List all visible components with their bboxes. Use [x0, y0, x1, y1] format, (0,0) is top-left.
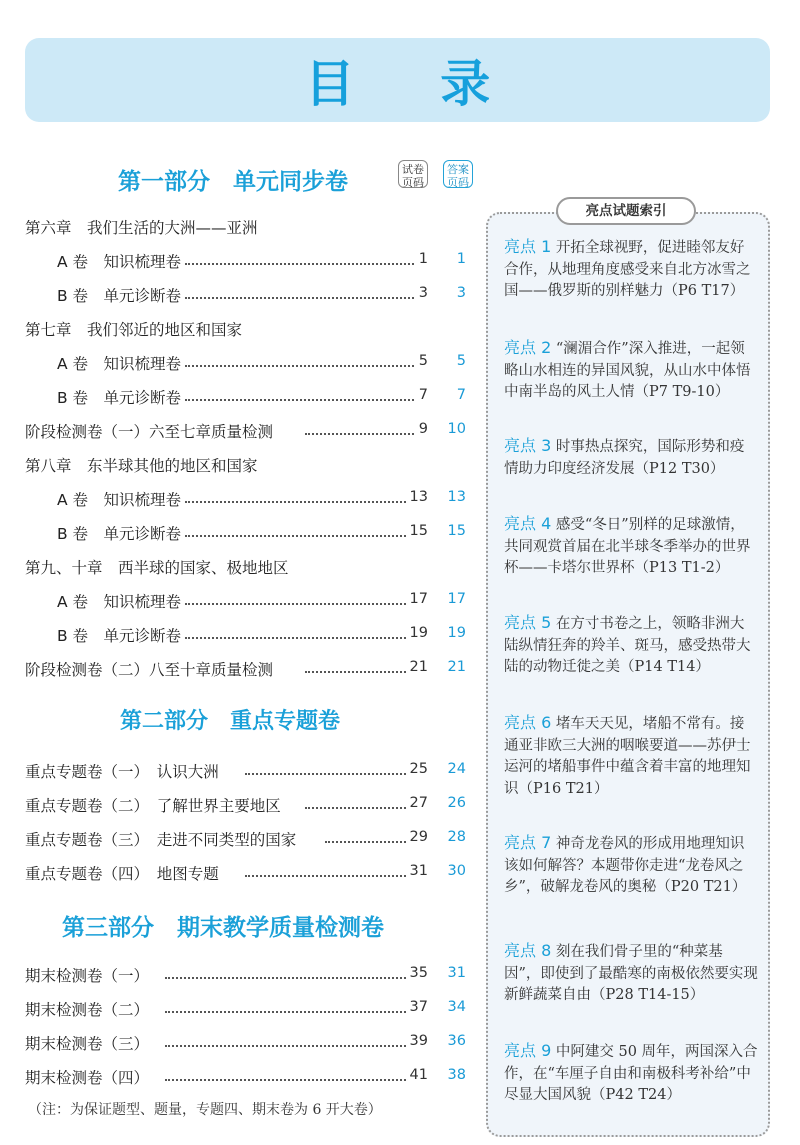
title-banner [25, 38, 770, 122]
highlight-text: 中阿建交 50 周年，两国深入合作，在“车厘子自由和南极科考补给”中尽显大国风貌（P42 T24） [504, 1044, 758, 1103]
toc-row-label: 期末检测卷（二） [25, 998, 153, 1020]
highlight-item [504, 612, 758, 679]
highlight-item [504, 236, 758, 303]
part-three-heading: 第三部分 期末教学质量检测卷 [62, 915, 384, 941]
highlight-text: 神奇龙卷风的形成用地理知识该如何解答？本题带你走进“龙卷风之乡”，破解龙卷风的奥秘（P20 T21） [504, 836, 747, 895]
test-page-number: 39 [407, 1033, 428, 1049]
part-one-heading: 第一部分 单元同步卷 [118, 169, 348, 195]
highlight-text: “澜湄合作”深入推进，一起领略山水相连的异国风貌，从山水中体悟中南半岛的风土人情（P7 T9-10） [504, 341, 751, 400]
answer-page-number: 36 [447, 1033, 466, 1049]
test-page-number: 31 [407, 863, 428, 879]
toc-row[interactable] [25, 826, 470, 850]
highlight-index-heading: 亮点试题索引 [556, 197, 696, 225]
highlight-text: 时事热点探究，国际形势和疫情助力印度经济发展（P12 T30） [504, 439, 745, 477]
toc-row-label: 重点专题卷（一） 认识大洲 [25, 760, 223, 782]
highlight-tag: 亮点 9 [504, 1041, 552, 1060]
test-page-tag-line1: 试卷 [402, 163, 424, 176]
answer-page-number: 5 [456, 353, 466, 369]
leader-dots [165, 1011, 422, 1013]
answer-page-number: 17 [447, 591, 466, 607]
leader-dots [245, 875, 422, 877]
toc-row[interactable] [25, 860, 470, 884]
answer-page-number: 3 [456, 285, 466, 301]
test-page-tag [398, 160, 428, 188]
test-page-number: 15 [407, 523, 428, 539]
highlight-tag: 亮点 6 [504, 713, 552, 732]
highlight-item [504, 832, 758, 899]
leader-dots [165, 1079, 422, 1081]
toc-row[interactable] [25, 962, 470, 986]
highlight-item [504, 435, 758, 480]
toc-row-label: 第七章 我们邻近的地区和国家 [25, 318, 246, 340]
answer-page-number: 28 [447, 829, 466, 845]
test-page-number: 17 [407, 591, 428, 607]
toc-row[interactable] [25, 1030, 470, 1054]
toc-row[interactable] [25, 486, 470, 510]
toc-row[interactable] [25, 1064, 470, 1088]
toc-row-label: B 卷 单元诊断卷 [57, 386, 185, 408]
highlight-tag: 亮点 7 [504, 833, 552, 852]
highlight-tag: 亮点 2 [504, 338, 552, 357]
toc-row-label: A 卷 知识梳理卷 [57, 250, 185, 272]
answer-page-number: 13 [447, 489, 466, 505]
highlight-item [504, 337, 758, 404]
test-page-number: 25 [407, 761, 428, 777]
toc-row-label: 第六章 我们生活的大洲——亚洲 [25, 216, 262, 238]
leader-dots [185, 603, 422, 605]
highlight-text: 在方寸书卷之上，领略非洲大陆纵情狂奔的羚羊、斑马，感受热带大陆的动物迁徙之美（P14 T14） [504, 616, 751, 675]
highlight-text: 开拓全球视野，促进睦邻友好合作，从地理角度感受来自北方冰雪之国——俄罗斯的别样魅力（P6 T17） [504, 240, 751, 299]
toc-row[interactable] [25, 656, 470, 680]
test-page-number: 37 [407, 999, 428, 1015]
toc-row[interactable] [25, 758, 470, 782]
toc-row[interactable] [25, 248, 470, 272]
toc-row[interactable] [25, 384, 470, 408]
test-page-number: 19 [407, 625, 428, 641]
test-page-number: 13 [407, 489, 428, 505]
highlight-tag: 亮点 8 [504, 941, 552, 960]
highlight-text: 感受“冬日”别样的足球激情，共同观赏首届在北半球冬季举办的世界杯——卡塔尔世界杯（P13 T1-2） [504, 517, 751, 576]
leader-dots [185, 501, 422, 503]
toc-row-label: 重点专题卷（四） 地图专题 [25, 862, 223, 884]
answer-page-number: 15 [447, 523, 466, 539]
answer-page-number: 26 [447, 795, 466, 811]
toc-row[interactable] [25, 452, 470, 476]
leader-dots [185, 263, 422, 265]
toc-row-label: 阶段检测卷（二）八至十章质量检测 [25, 658, 277, 680]
toc-row-label: B 卷 单元诊断卷 [57, 284, 185, 306]
leader-dots [305, 671, 422, 673]
highlight-text: 刻在我们骨子里的“种菜基因”，即使到了最酷寒的南极依然要实现新鲜蔬菜自由（P28 T14-15） [504, 944, 758, 1003]
toc-row-label: B 卷 单元诊断卷 [57, 522, 185, 544]
answer-page-number: 38 [447, 1067, 466, 1083]
highlight-text: 堵车天天见，堵船不常有。接通亚非欧三大洲的咽喉要道——苏伊士运河的堵船事件中蕴含着丰富的地理知识（P16 T21） [504, 716, 751, 797]
page-title: 目 录 [304, 55, 525, 113]
toc-row[interactable] [25, 350, 470, 374]
leader-dots [305, 807, 422, 809]
highlight-item [504, 712, 758, 800]
leader-dots [165, 977, 422, 979]
answer-page-tag [443, 160, 473, 188]
toc-row-label: 期末检测卷（三） [25, 1032, 153, 1054]
leader-dots [185, 637, 422, 639]
highlight-item [504, 940, 758, 1007]
test-page-number: 41 [407, 1067, 428, 1083]
toc-row[interactable] [25, 792, 470, 816]
toc-row[interactable] [25, 622, 470, 646]
answer-page-number: 10 [447, 421, 466, 437]
answer-page-tag-line2: 页码 [447, 176, 469, 189]
toc-row[interactable] [25, 214, 470, 238]
test-page-number: 21 [407, 659, 428, 675]
test-page-tag-line2: 页码 [402, 176, 424, 189]
footnote: （注：为保证题型、题量，专题四、期末卷为 6 开大卷） [28, 1102, 382, 1118]
toc-row[interactable] [25, 418, 470, 442]
toc-row[interactable] [25, 520, 470, 544]
answer-page-number: 19 [447, 625, 466, 641]
toc-row-label: 重点专题卷（二） 了解世界主要地区 [25, 794, 285, 816]
leader-dots [185, 297, 422, 299]
toc-row-label: 期末检测卷（一） [25, 964, 153, 986]
toc-row[interactable] [25, 588, 470, 612]
part-two-heading: 第二部分 重点专题卷 [120, 709, 341, 734]
answer-page-number: 31 [447, 965, 466, 981]
toc-row-label: A 卷 知识梳理卷 [57, 590, 185, 612]
toc-row-label: 期末检测卷（四） [25, 1066, 153, 1088]
toc-row-label: 第九、十章 西半球的国家、极地地区 [25, 556, 293, 578]
toc-row-label: 重点专题卷（三） 走进不同类型的国家 [25, 828, 300, 850]
toc-row[interactable] [25, 316, 470, 340]
answer-page-number: 34 [447, 999, 466, 1015]
test-page-number: 29 [407, 829, 428, 845]
toc-row[interactable] [25, 996, 470, 1020]
highlight-tag: 亮点 3 [504, 436, 552, 455]
test-page-number: 27 [407, 795, 428, 811]
test-page-number: 5 [416, 353, 428, 369]
leader-dots [185, 535, 422, 537]
highlight-item [504, 1040, 758, 1107]
toc-row-label: 阶段检测卷（一）六至七章质量检测 [25, 420, 277, 442]
toc-row-label: B 卷 单元诊断卷 [57, 624, 185, 646]
toc-row[interactable] [25, 282, 470, 306]
test-page-number: 7 [416, 387, 428, 403]
test-page-number: 1 [416, 251, 428, 267]
highlight-item [504, 513, 758, 580]
toc-row-label: A 卷 知识梳理卷 [57, 488, 185, 510]
answer-page-number: 7 [456, 387, 466, 403]
toc-row-label: 第八章 东半球其他的地区和国家 [25, 454, 262, 476]
answer-page-number: 1 [456, 251, 466, 267]
highlight-tag: 亮点 4 [504, 514, 552, 533]
highlight-tag: 亮点 5 [504, 613, 552, 632]
highlight-tag: 亮点 1 [504, 237, 552, 256]
answer-page-number: 21 [447, 659, 466, 675]
answer-page-tag-line1: 答案 [447, 163, 469, 176]
test-page-number: 9 [416, 421, 428, 437]
leader-dots [165, 1045, 422, 1047]
toc-row[interactable] [25, 554, 470, 578]
leader-dots [185, 399, 422, 401]
answer-page-number: 30 [447, 863, 466, 879]
test-page-number: 3 [416, 285, 428, 301]
leader-dots [305, 433, 422, 435]
test-page-number: 35 [407, 965, 428, 981]
leader-dots [185, 365, 422, 367]
toc-row-label: A 卷 知识梳理卷 [57, 352, 185, 374]
answer-page-number: 24 [447, 761, 466, 777]
leader-dots [245, 773, 422, 775]
